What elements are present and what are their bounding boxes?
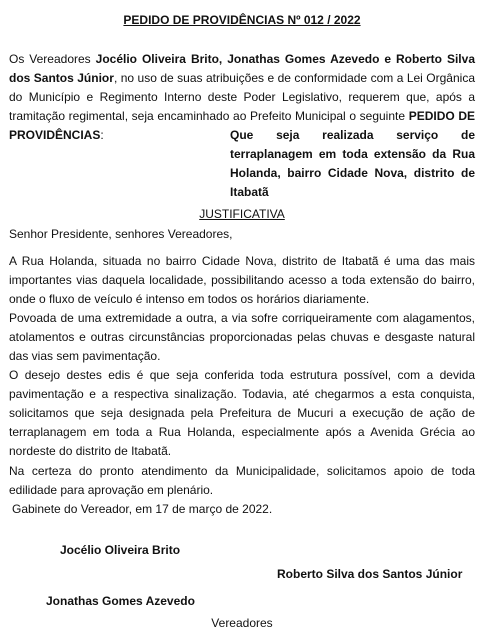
intro-suffix: : — [100, 128, 104, 142]
request-text: Que seja realizada serviço de terraplanagem em toda extensão da Rua Holanda, bairro Cidade Nova, distrito de Itabatã — [230, 128, 475, 199]
signature-name: Jonathas Gomes Azevedo — [46, 594, 195, 608]
intro-highlight: PEDIDO DE PROVIDÊNCIAS — [9, 109, 476, 142]
intro-middle: , no uso de suas atribuições e de conformidade com a Lei Orgânica do Município e Regimento Interno deste Poder Legislativo, requerem que, após a tramitação regimental, seja encaminhado ao Prefeito Municipal o seguinte — [9, 71, 475, 123]
intro-authors: Jocélio Oliveira Brito, Jonathas Gomes Azevedo e Roberto Silva dos Santos Júnior — [9, 52, 475, 85]
salutation: Senhor Presidente, senhores Vereadores, — [9, 227, 233, 241]
signatory-role: Vereadores — [211, 616, 273, 630]
justification-body — [9, 252, 475, 461]
closing-paragraph: Na certeza do pronto atendimento da Municipalidade, solicitamos apoio de toda edilidade para aprovação em plenário. — [9, 464, 475, 497]
justification-heading: JUSTIFICATIVA — [199, 207, 285, 221]
signature-name: Roberto Silva dos Santos Júnior — [277, 567, 463, 581]
document-title: PEDIDO DE PROVIDÊNCIAS Nº 012 / 2022 — [123, 13, 361, 27]
intro-prefix: Os Vereadores — [9, 52, 96, 66]
place-date: Gabinete do Vereador, em 17 de março de 2022. — [12, 502, 273, 516]
justification-paragraph: A Rua Holanda, situada no bairro Cidade Nova, distrito de Itabatã é uma das mais importantes vias daquela localidade, possibilitando acesso a toda extensão do bairro, onde o fluxo de veículo é intenso em todos os horários diariamente. — [9, 254, 475, 306]
justification-paragraph: O desejo destes edis é que seja conferida toda estrutura possível, com a devida pavimentação e a respectiva sinalização. Todavia, até chegarmos a esta conquista, solicitamos que seja designada pela Prefeitura de Mucuri a execução de ação de terraplanagem em toda a Rua Holanda, especialmente após a Avenida Grécia ao nordeste do distrito de Itabatã. — [9, 368, 475, 458]
signature-name: Jocélio Oliveira Brito — [60, 543, 181, 557]
justification-paragraph: Povoada de uma extremidade a outra, a via sofre corriqueiramente com alagamentos, atolamentos e outras circunstâncias proporcionadas pelas chuvas e desgaste natural das vias sem pavimentação. — [9, 311, 475, 363]
